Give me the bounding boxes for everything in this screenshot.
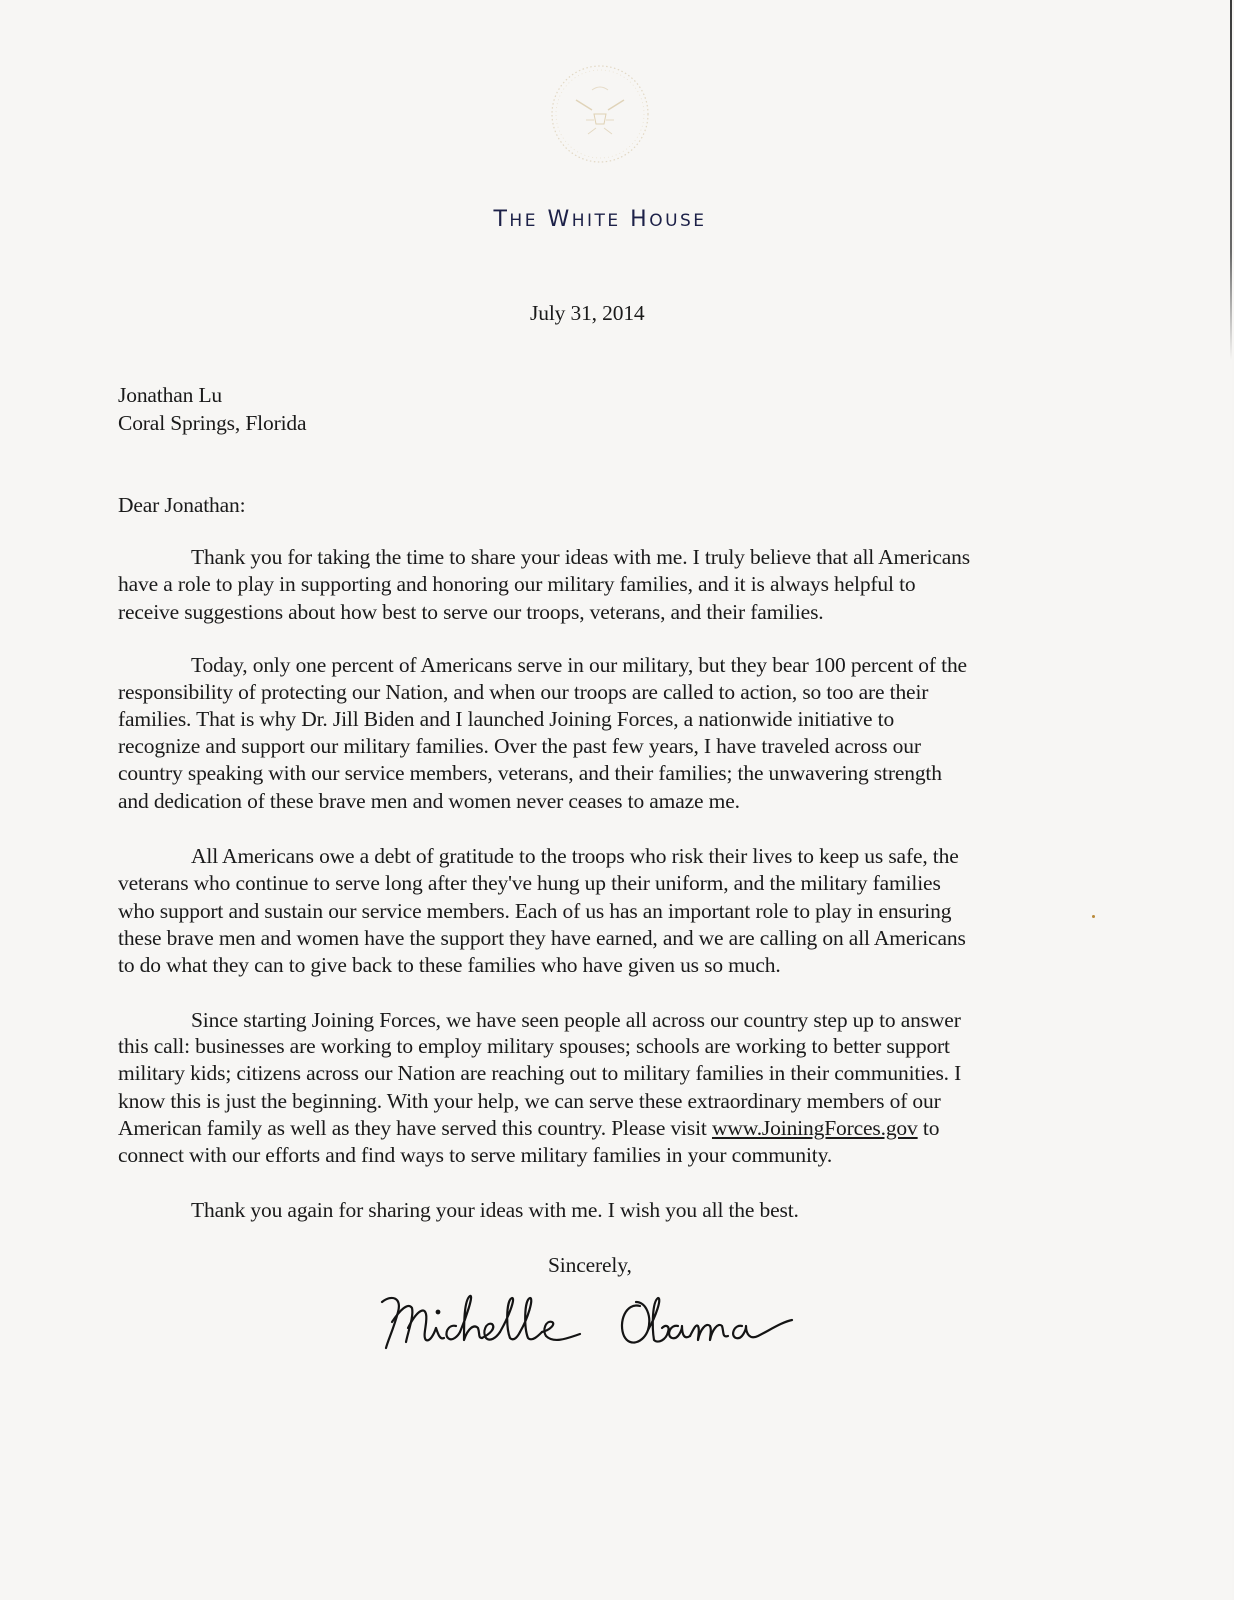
paragraph-line: who support and sustain our service members. Each of us has an important role to play in ensuring bbox=[118, 899, 952, 923]
paragraph-line: veterans who continue to serve long after they've hung up their uniform, and the military families bbox=[118, 871, 941, 895]
salutation: Dear Jonathan: bbox=[118, 493, 246, 517]
link-line-before: American family as well as they have served this country. Please visit bbox=[118, 1116, 712, 1140]
paragraph-line: to do what they can to give back to these families who have given us so much. bbox=[118, 953, 781, 977]
paragraph-line: responsibility of protecting our Nation, and when our troops are called to action, so too are their bbox=[118, 680, 929, 704]
paragraph-line: Thank you again for sharing your ideas with me. I wish you all the best. bbox=[191, 1198, 799, 1222]
closing: Sincerely, bbox=[548, 1253, 632, 1277]
paragraph-line: country speaking with our service members, veterans, and their families; the unwavering strength bbox=[118, 761, 942, 785]
paragraph-line: Today, only one percent of Americans serve in our military, but they bear 100 percent of the bbox=[191, 653, 967, 677]
page-edge-shadow bbox=[1230, 0, 1232, 360]
paragraph-line: recognize and support our military families. Over the past few years, I have traveled across our bbox=[118, 734, 921, 758]
letterhead-word-2: WHITE bbox=[547, 207, 621, 232]
letter-date: July 31, 2014 bbox=[530, 301, 645, 325]
paragraph-line: this call: businesses are working to employ military spouses; schools are working to better support bbox=[118, 1034, 950, 1058]
link-line-after: to bbox=[917, 1116, 940, 1140]
scan-speck bbox=[1092, 915, 1095, 918]
letterhead-title bbox=[0, 205, 1200, 236]
paragraph-line: Thank you for taking the time to share your ideas with me. I truly believe that all Americans bbox=[191, 545, 970, 569]
paragraph-line: All Americans owe a debt of gratitude to the troops who risk their lives to keep us safe, the bbox=[191, 844, 959, 868]
paragraph-line-with-link bbox=[118, 1115, 939, 1142]
letterhead-word-1: THE bbox=[493, 207, 538, 232]
handwritten-signature-icon bbox=[378, 1288, 808, 1356]
paragraph-line: receive suggestions about how best to serve our troops, veterans, and their families. bbox=[118, 600, 824, 624]
paragraph-line: military kids; citizens across our Nation are reaching out to military families in their communities. I bbox=[118, 1061, 962, 1085]
paragraph-line: and dedication of these brave men and women never ceases to amaze me. bbox=[118, 789, 740, 813]
paragraph-line: these brave men and women have the support they have earned, and we are calling on all Americans bbox=[118, 926, 966, 950]
paragraph-line: know this is just the beginning. With your help, we can serve these extraordinary members of our bbox=[118, 1089, 941, 1113]
paragraph-line: Since starting Joining Forces, we have seen people all across our country step up to answer bbox=[191, 1008, 961, 1032]
letterhead-word-3: HOUSE bbox=[630, 207, 707, 232]
paragraph-line: families. That is why Dr. Jill Biden and I launched Joining Forces, a nationwide initiative to bbox=[118, 707, 895, 731]
presidential-seal-embossed-icon bbox=[548, 62, 652, 166]
recipient-name: Jonathan Lu bbox=[118, 383, 223, 407]
paragraph-line: connect with our efforts and find ways to serve military families in your community. bbox=[118, 1143, 833, 1167]
joining-forces-link[interactable]: www.JoiningForces.gov bbox=[711, 1116, 918, 1140]
paragraph-line: have a role to play in supporting and honoring our military families, and it is always helpful to bbox=[118, 572, 916, 596]
recipient-location: Coral Springs, Florida bbox=[118, 411, 307, 435]
